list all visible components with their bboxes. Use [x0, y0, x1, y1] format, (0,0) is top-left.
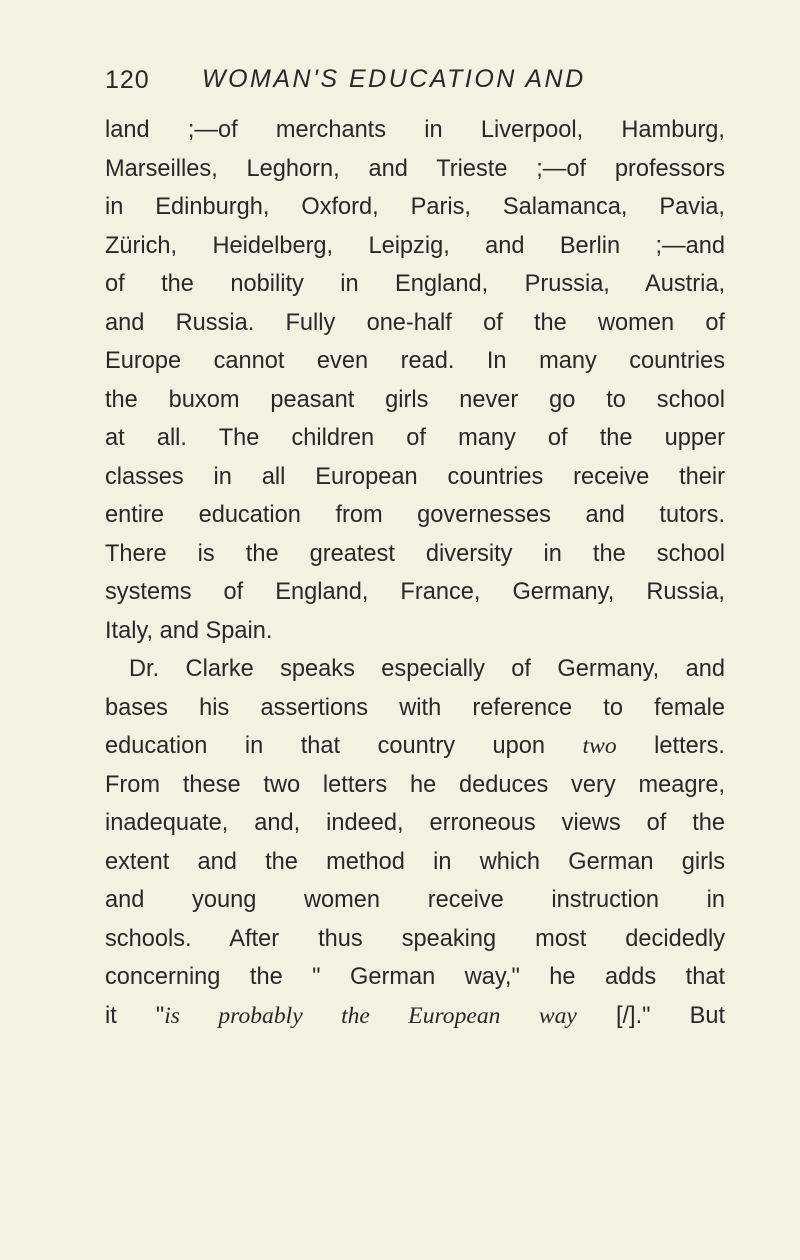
italic-phrase: is probably the European way: [164, 1002, 577, 1029]
text-line-with-italic: [105, 997, 725, 1036]
paragraph-2: [105, 650, 725, 1035]
text-line: at all. The children of many of the upper: [105, 425, 725, 451]
text-line: systems of England, France, Germany, Russia,: [105, 579, 725, 605]
text-line: concerning the " German way," he adds that: [105, 964, 725, 990]
line-segment: it ": [105, 1002, 165, 1029]
text-line: From these two letters he deduces very meagre,: [105, 771, 725, 798]
text-line: schools. After thus speaking most decidedly: [105, 925, 725, 952]
text-line: and young women receive instruction in: [105, 887, 725, 913]
italic-word: two: [582, 733, 617, 759]
text-line: Marseilles, Leghorn, and Trieste ;—of professors: [105, 155, 725, 182]
text-line: Italy, and Spain.: [105, 617, 273, 644]
text-line: Dr. Clarke speaks especially of Germany, and: [129, 656, 725, 682]
text-line: inadequate, and, indeed, erroneous views of the: [105, 810, 725, 836]
text-line: extent and the method in which German girls: [105, 848, 725, 875]
text-line: Zürich, Heidelberg, Leipzig, and Berlin ;—and: [105, 232, 725, 259]
text-line: bases his assertions with reference to female: [105, 694, 725, 721]
text-line: in Edinburgh, Oxford, Paris, Salamanca, Pavia,: [105, 194, 725, 220]
text-line-with-italic: [105, 727, 725, 766]
text-line: entire education from governesses and tutors.: [105, 502, 725, 528]
line-segment: education in that country upon: [105, 733, 546, 759]
paragraph-1: [105, 111, 725, 650]
text-line: and Russia. Fully one-half of the women of: [105, 309, 725, 336]
text-line: classes in all European countries receive their: [105, 463, 725, 490]
text-line: the buxom peasant girls never go to school: [105, 386, 725, 413]
body-text: [105, 111, 725, 1035]
running-title: WOMAN'S EDUCATION AND: [202, 65, 586, 93]
page-number: 120: [105, 66, 150, 94]
text-line: There is the greatest diversity in the school: [105, 540, 725, 567]
text-line: Europe cannot even read. In many countries: [105, 348, 725, 374]
page-header: [105, 66, 725, 106]
text-line: of the nobility in England, Prussia, Austria,: [105, 271, 725, 297]
line-segment: letters.: [654, 733, 725, 759]
text-line: land ;—of merchants in Liverpool, Hamburg,: [105, 117, 725, 143]
line-segment: [/]." But: [615, 1002, 725, 1029]
